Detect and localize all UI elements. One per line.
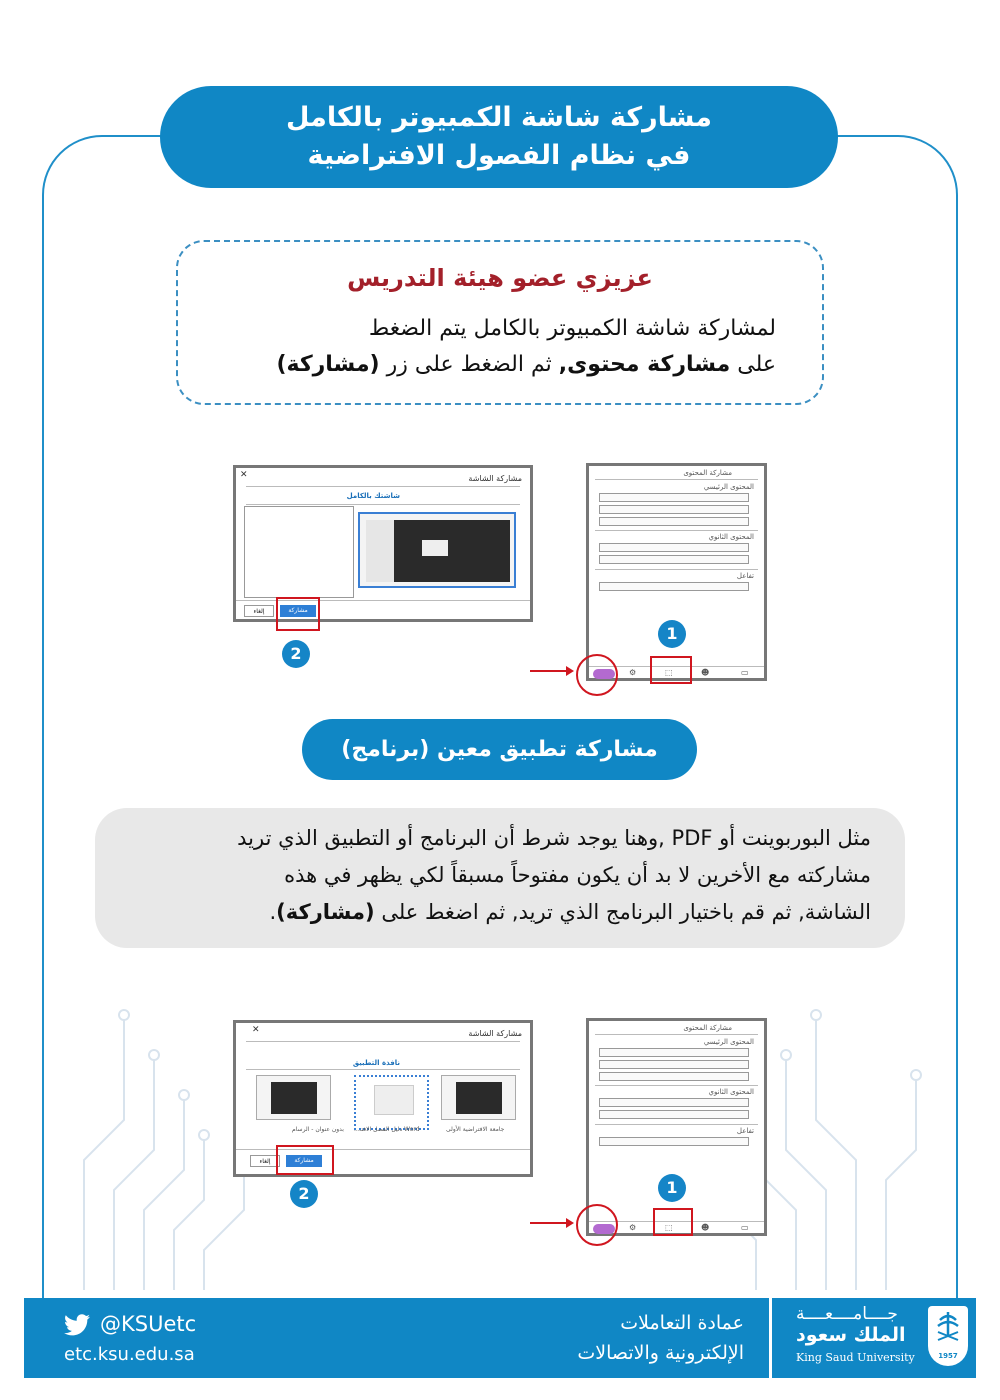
intro-text: ثم الضغط على زر <box>379 352 559 377</box>
section-title-app-share: مشاركة تطبيق معين (برنامج) <box>302 719 697 780</box>
settings-icon[interactable]: ⚙ <box>629 1223 637 1232</box>
intro-bold-share: (مشاركة) <box>276 352 380 377</box>
pointer-arrow <box>530 1222 568 1224</box>
title-line-2: في نظام الفصول الافتراضية <box>307 140 691 171</box>
university-logo <box>928 1306 968 1366</box>
university-name-en: King Saud University <box>796 1351 915 1364</box>
university-name-ar-2: الملك سعود <box>796 1324 906 1346</box>
window-label-browser: جامعة الافتراضية الأولى <box>446 1126 505 1133</box>
dept-name-line-1: عمادة التعاملات <box>620 1312 744 1334</box>
logo-year: 1957 <box>938 1352 958 1360</box>
website-link[interactable]: etc.ksu.edu.sa <box>64 1344 195 1365</box>
chat-icon[interactable]: ▭ <box>741 668 749 677</box>
twitter-handle[interactable]: @KSUetc <box>100 1312 197 1336</box>
window-label-paint: بدون عنوان - الرسام <box>292 1126 344 1133</box>
screen-thumbnail[interactable] <box>358 512 516 588</box>
content-panel-screenshot <box>586 463 767 681</box>
people-icon[interactable]: ☻ <box>701 1223 710 1232</box>
close-icon: ✕ <box>240 470 248 480</box>
panel-section-secondary: المحتوى الثانوي <box>708 533 754 541</box>
title-line-1: مشاركة شاشة الكمبيوتر بالكامل <box>286 102 712 133</box>
panel-section-main: المحتوى الرئيسي <box>703 1038 754 1046</box>
instruction-bold-share: (مشاركة) <box>276 900 375 924</box>
intro-box <box>176 240 824 405</box>
intro-heading: عزيزي عضو هيئة التدريس <box>347 264 653 292</box>
dept-name-line-2: الإلكترونية والاتصالات <box>577 1342 744 1364</box>
cancel-button[interactable]: إلغاء <box>250 1155 280 1167</box>
window-thumbnail-word[interactable] <box>354 1075 429 1130</box>
highlight-share-button <box>276 1145 334 1175</box>
panel-section-main: المحتوى الرئيسي <box>703 483 754 491</box>
settings-icon[interactable]: ⚙ <box>629 668 637 677</box>
instruction-line-3 <box>269 900 871 924</box>
instruction-line-1: مثل البوربوينت أو PDF ,وهنا يوجد شرط أن البرنامج أو التطبيق الذي تريد <box>237 826 871 850</box>
window-thumbnail-browser[interactable] <box>441 1075 516 1120</box>
panel-section-secondary: المحتوى الثانوي <box>708 1088 754 1096</box>
tab-entire-screen: شاشتك بالكامل <box>346 492 400 500</box>
cancel-button[interactable]: إلغاء <box>244 605 274 617</box>
window-thumbnail-paint[interactable] <box>256 1075 331 1120</box>
step-number-1: 1 <box>658 620 686 648</box>
highlight-share-content <box>653 1208 693 1236</box>
panel-section-interaction: تفاعل <box>736 1127 754 1135</box>
intro-bold-share-content: مشاركة محتوى, <box>558 352 731 377</box>
panel-section-interaction: تفاعل <box>736 572 754 580</box>
dialog-title: مشاركة الشاشة <box>468 474 522 483</box>
share-button[interactable]: مشاركة <box>286 1155 322 1167</box>
content-panel-screenshot <box>586 1018 767 1236</box>
instruction-text: الشاشة, ثم قم باختيار البرنامج الذي تريد, ثم اضغط على <box>374 900 871 924</box>
pointer-arrow <box>530 670 568 672</box>
intro-line-2 <box>276 352 776 377</box>
step-number-1: 1 <box>658 1174 686 1202</box>
intro-text: على <box>730 352 776 377</box>
highlight-share-content <box>650 656 692 684</box>
panel-header: مشاركة المحتوى <box>683 1024 732 1032</box>
highlight-purple-button <box>576 654 618 696</box>
footer-bar <box>24 1298 976 1378</box>
step-number-2: 2 <box>290 1180 318 1208</box>
tab-application-window: نافذة التطبيق <box>352 1059 400 1067</box>
title-banner <box>160 86 838 188</box>
dialog-title: مشاركة الشاشة <box>468 1029 522 1038</box>
instruction-text: . <box>269 900 277 924</box>
footer-divider <box>769 1298 772 1378</box>
panel-header: مشاركة المحتوى <box>683 469 732 477</box>
university-name-ar-1: جــــامــــعــــة <box>796 1304 898 1324</box>
people-icon[interactable]: ☻ <box>701 668 710 677</box>
chat-icon[interactable]: ▭ <box>741 1223 749 1232</box>
instruction-line-2: مشاركته مع الأخرين لا بد أن يكون مفتوحاً مسبقاً لكي يظهر في هذه <box>284 863 871 887</box>
share-content-icon[interactable]: ⬚ <box>665 668 673 677</box>
step-number-2: 2 <box>282 640 310 668</box>
intro-line-1: لمشاركة شاشة الكمبيوتر بالكامل يتم الضغط <box>368 316 776 341</box>
highlight-share-button <box>276 597 320 631</box>
share-button[interactable]: مشاركة <box>280 605 316 617</box>
twitter-icon <box>64 1314 90 1336</box>
highlight-purple-button <box>576 1204 618 1246</box>
close-icon: ✕ <box>252 1025 260 1035</box>
share-content-icon[interactable]: ⬚ <box>665 1223 673 1232</box>
window-label-word: Word دليل الفصل الافتـ... <box>354 1126 420 1133</box>
app-share-instructions <box>95 808 905 948</box>
